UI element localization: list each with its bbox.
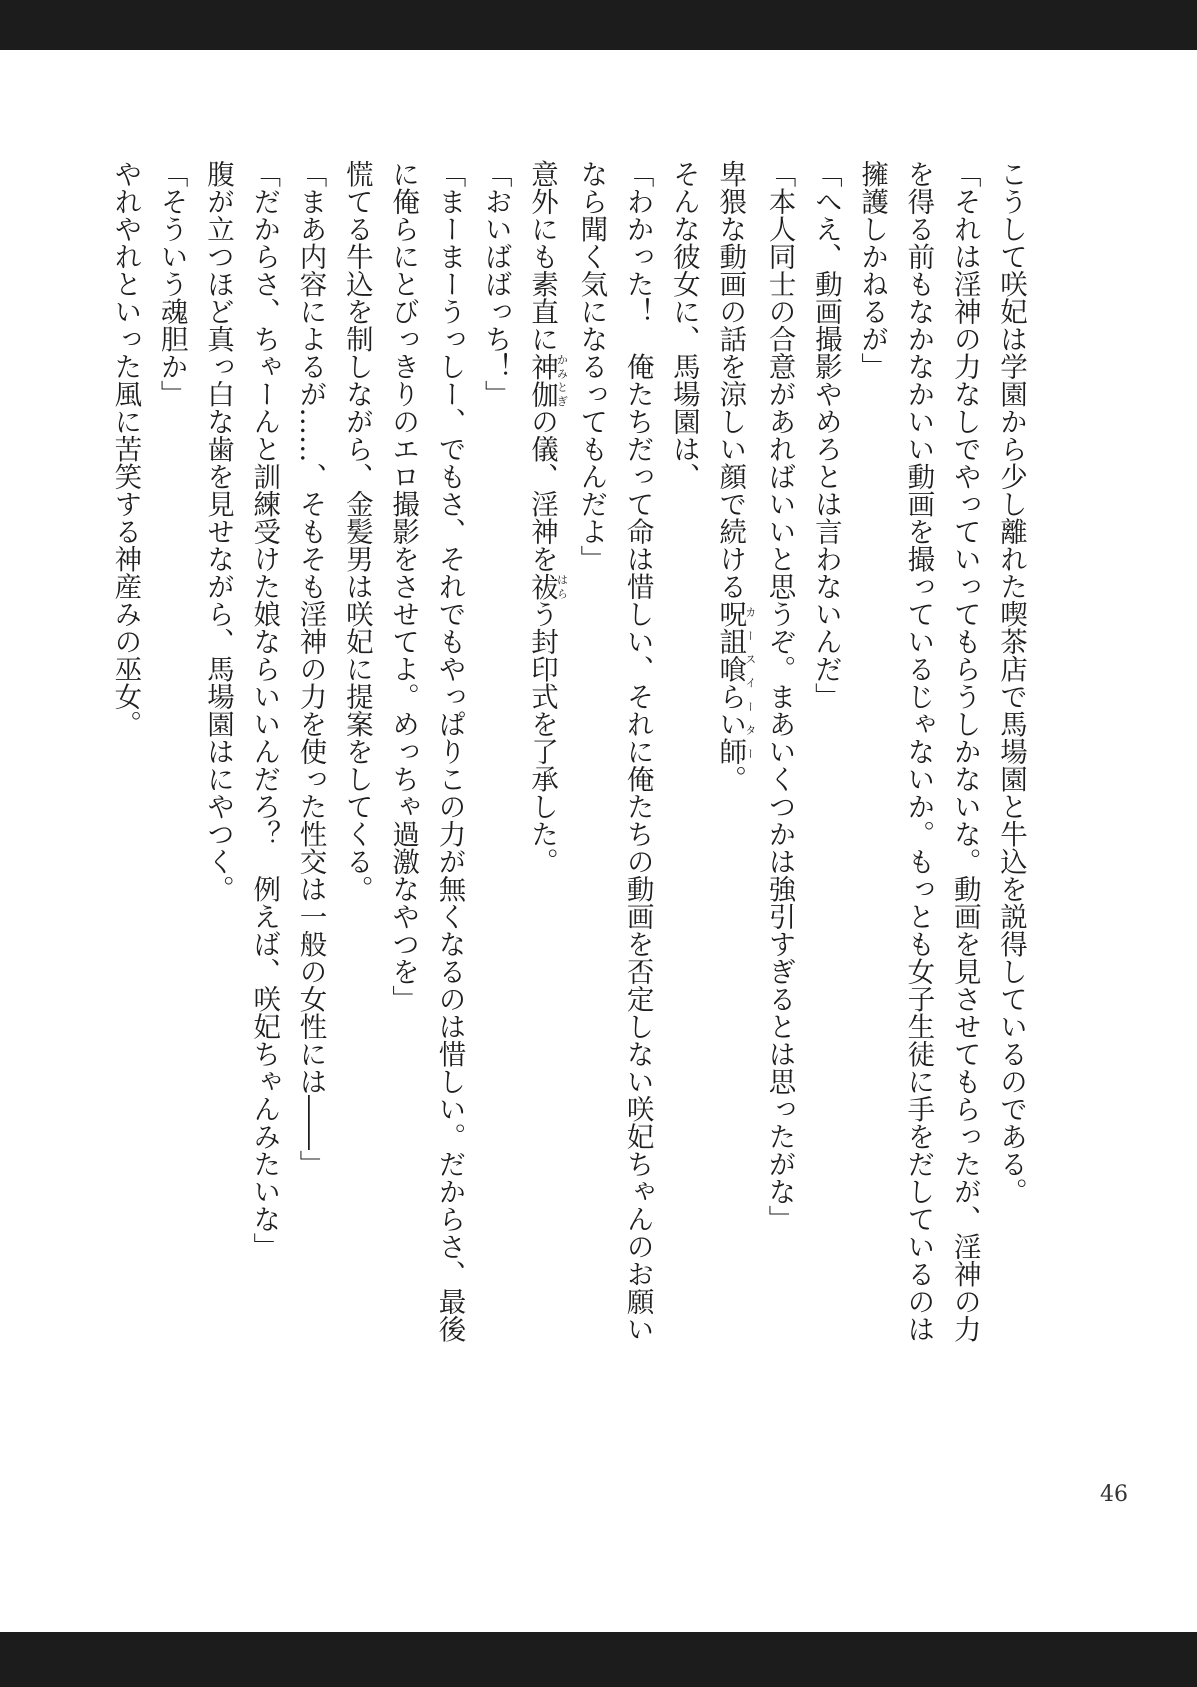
text-line: こうして咲妃は学園から少し離れた喫茶店で馬場園と牛込を説得しているのである。 [995,160,1027,1205]
text-segment: う封印式を了承した。 [526,600,559,875]
ruby-reading: はら [555,572,569,600]
ruby-word [714,600,757,765]
text-line: 「それは淫神の力なしでやっていってもらうしかないな。動画を見させてもらったが、淫神の力 [948,160,981,1343]
text-line: 「そういう魂胆か」 [155,160,188,408]
text-line: 腹が立つほど真っ白な歯を見せながら、馬場園はにやつく。 [201,160,234,903]
top-black-bar [0,0,1197,50]
text-line: 擁護しかねるが」 [856,160,889,380]
text-line: 「おいばばっち！」 [479,160,512,408]
ruby-word [526,352,569,408]
ruby-reading: かみとぎ [555,352,569,408]
text-line [707,160,756,1360]
text-line: なら聞く気になるってもんだよ」 [575,160,608,573]
text-segment: の儀、淫神を [526,407,559,573]
text-line: 「わかった！ 俺たちだって命は惜しい、それに俺たちの動画を否定しない咲妃ちゃんのお願い [621,160,654,1343]
ruby-base: 呪詛喰らい師 [714,600,747,765]
text-segment: 卑猥な動画の話を涼しい顔で続ける [714,160,747,600]
text-line: 「だからさ、ちゃーんと訓練受けた娘ならいいんだろ？ 例えば、咲妃ちゃんみたいな」 [248,160,281,1260]
page-number: 46 [1100,1482,1128,1507]
vertical-text-body [102,160,1034,1360]
text-line: に俺らにとびっきりのエロ撮影をさせてよ。めっちゃ過激なやつを」 [387,160,420,1013]
ruby-reading: カースイーター [743,600,757,765]
ruby-base: 祓 [526,572,559,600]
ruby-word [526,572,569,601]
bottom-black-bar [0,1632,1197,1687]
text-line: 慌てる牛込を制しながら、金髪男は咲妃に提案をしてくる。 [340,160,373,903]
text-line: 「まあ内容によるが……、そもそも淫神の力を使った性交は一般の女性には――」 [294,160,327,1178]
text-line: 「まーまーうっしー、でもさ、それでもやっぱりこの力が無くなるのは惜しい。だからさ、最後 [433,160,466,1343]
ruby-base: 神伽 [526,352,559,408]
text-line: を得る前もなかなかいい動画を撮っているじゃないか。もっとも女子生徒に手をだしているのは [902,160,935,1343]
text-segment: 。 [714,765,747,793]
text-line [519,160,568,1360]
text-line: 「へえ、動画撮影やめろとは言わないんだ」 [809,160,842,710]
text-line: やれやれといった風に苦笑する神産みの巫女。 [109,160,142,738]
text-line: 「本人同士の合意があればいいと思うぞ。まあいくつかは強引すぎるとは思ったがな」 [763,160,796,1233]
text-line: そんな彼女に、馬場園は、 [667,160,700,490]
text-segment: 意外にも素直に [526,160,559,353]
